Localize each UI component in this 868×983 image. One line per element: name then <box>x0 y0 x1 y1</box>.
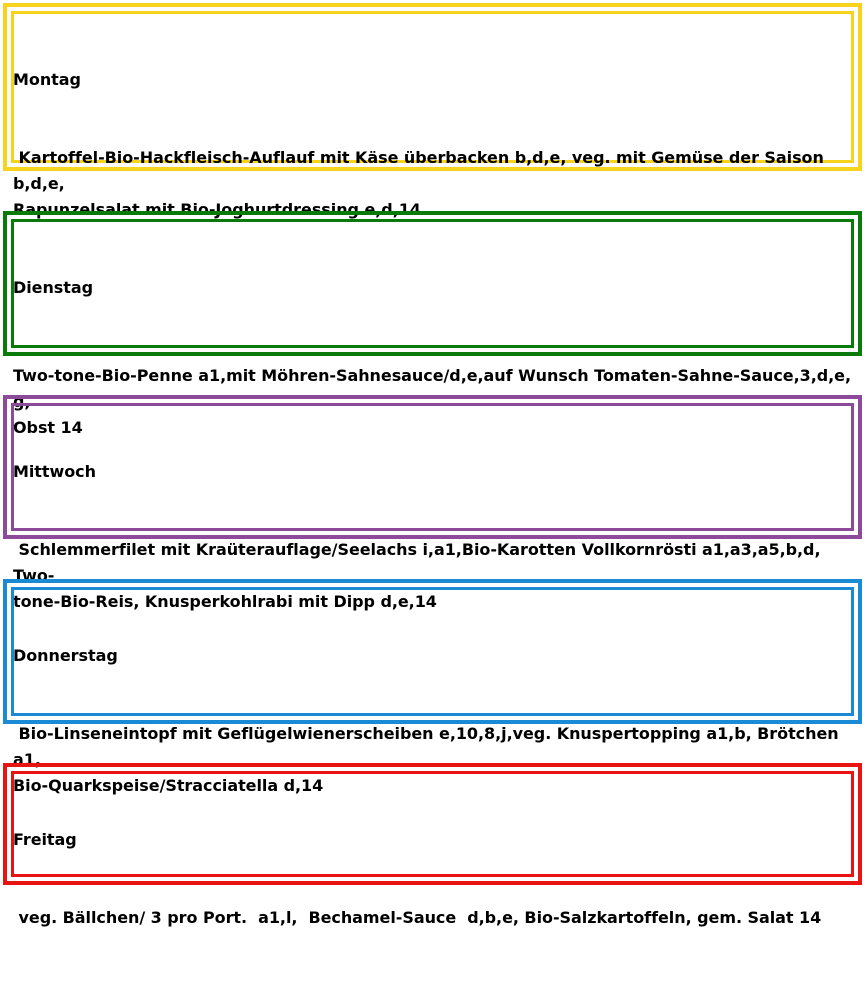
day-label: Donnerstag <box>13 646 118 665</box>
day-label: Mittwoch <box>13 462 96 481</box>
day-label: Dienstag <box>13 278 94 297</box>
day-meal: Schlemmerfilet mit Kraüterauflage/Seelachs i,a1,Bio-Karotten Vollkornrösti a1,a3,a5,b,d, Two- tone-Bio-Reis, Knusperkohlrabi mit Dipp d,e,14 <box>13 540 821 611</box>
day-box-freitag <box>3 763 862 927</box>
day-meal: Kartoffel-Bio-Hackfleisch-Auflauf mit Käse überbacken b,d,e, veg. mit Gemüse der Saison b,d,e, Rapunzelsalat mit Bio-Joghurtdressing e,d,14 <box>13 148 824 219</box>
day-meal: veg. Bällchen/ 3 pro Port. a1,l, Bechamel-Sauce d,b,e, Bio-Salzkartoffeln, gem. Salat 14 <box>13 908 822 927</box>
day-box-montag <box>3 3 862 219</box>
day-box-dienstag <box>3 211 862 437</box>
day-content <box>13 775 858 983</box>
day-box-mittwoch <box>3 395 862 611</box>
day-box-donnerstag <box>3 579 862 795</box>
day-label: Montag <box>13 70 81 89</box>
day-label: Freitag <box>13 830 77 849</box>
day-meal: Bio-Linseneintopf mit Geflügelwienerscheiben e,10,8,j,veg. Knuspertopping a1,b, Brötchen a1, Bio-Quarkspeise/Stracciatella d,14 <box>13 724 839 795</box>
day-meal: Two-tone-Bio-Penne a1,mit Möhren-Sahnesauce/d,e,auf Wunsch Tomaten-Sahne-Sauce,3,d,e, g, Obst 14 <box>13 366 851 437</box>
